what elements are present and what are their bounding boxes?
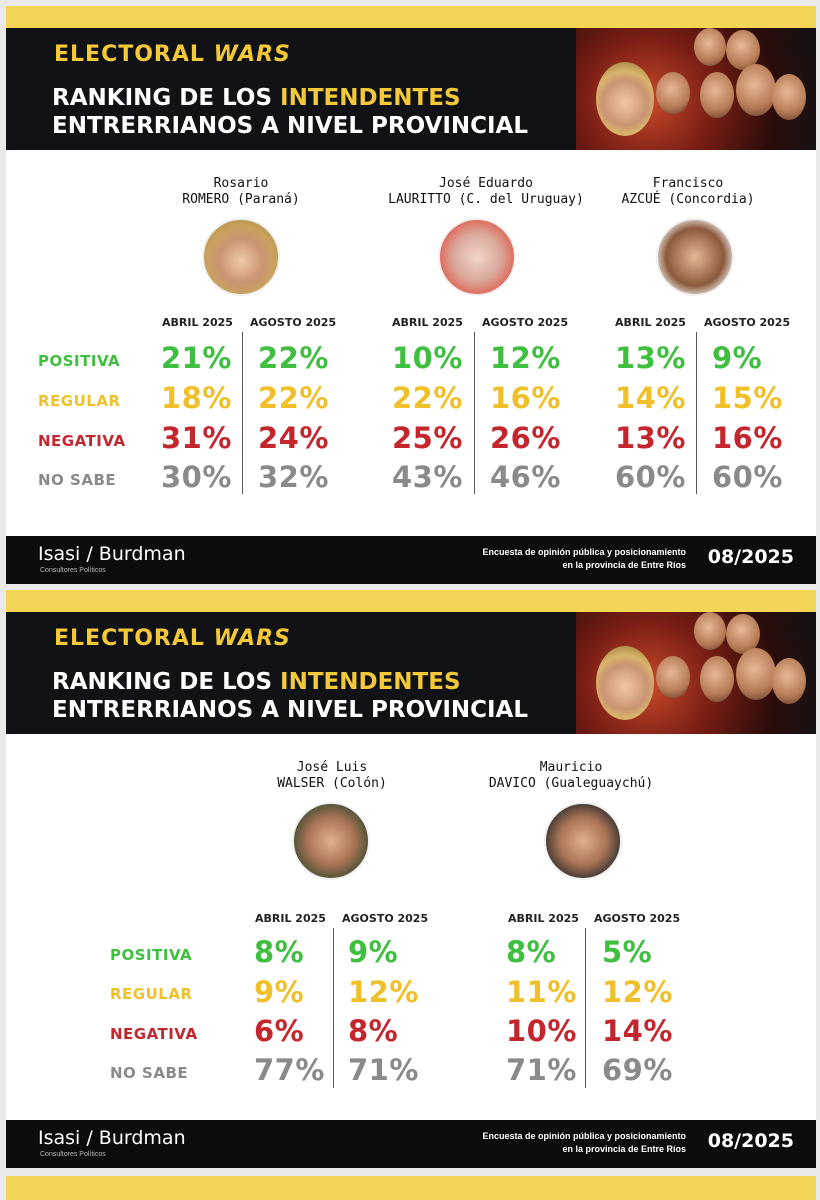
header-collage-image — [576, 612, 816, 734]
row-label-regular: REGULAR — [38, 392, 121, 410]
value-no-sabe-abril: 71% — [506, 1053, 577, 1087]
row-label-positiva: POSITIVA — [110, 946, 193, 964]
row-label-negativa: NEGATIVA — [38, 432, 126, 450]
value-no-sabe-agosto: 46% — [490, 460, 561, 494]
row-label-no-sabe: NO SABE — [38, 471, 117, 489]
header-title: ELECTORAL WARS — [54, 626, 291, 651]
candidate-name-walser: José Luis WALSER (Colón) — [277, 760, 387, 791]
column-divider — [696, 332, 697, 494]
header-subtitle: RANKING DE LOS INTENDENTES ENTRERRIANOS A NIVEL PROVINCIAL — [52, 669, 529, 723]
candidate-name-davico: Mauricio DAVICO (Gualeguaychú) — [488, 760, 654, 791]
value-positiva-agosto: 22% — [258, 341, 329, 375]
column-header-agosto: AGOSTO 2025 — [704, 316, 791, 329]
header-subtitle: RANKING DE LOS INTENDENTES ENTRERRIANOS A NIVEL PROVINCIAL — [52, 85, 529, 139]
next-card-strip — [6, 1176, 816, 1200]
value-positiva-agosto: 12% — [490, 341, 561, 375]
footer-description: Encuesta de opinión pública y posicionamiento en la provincia de Entre Ríos — [482, 1131, 686, 1154]
value-regular-agosto: 15% — [712, 381, 783, 415]
avatar-romero — [202, 218, 280, 296]
avatar-davico — [544, 802, 622, 880]
value-no-sabe-abril: 43% — [392, 460, 463, 494]
column-header-abril: ABRIL 2025 — [255, 912, 326, 925]
value-no-sabe-abril: 30% — [161, 460, 232, 494]
value-regular-abril: 22% — [392, 381, 463, 415]
header-banner — [6, 28, 816, 150]
column-header-abril: ABRIL 2025 — [615, 316, 686, 329]
value-regular-agosto: 12% — [602, 975, 673, 1009]
value-regular-agosto: 22% — [258, 381, 329, 415]
row-label-negativa: NEGATIVA — [110, 1025, 198, 1043]
top-yellow-strip — [6, 6, 816, 28]
value-regular-abril: 11% — [506, 975, 577, 1009]
value-negativa-abril: 6% — [254, 1014, 305, 1048]
value-no-sabe-abril: 60% — [615, 460, 686, 494]
value-positiva-abril: 13% — [615, 341, 686, 375]
value-negativa-agosto: 14% — [602, 1014, 673, 1048]
survey-card-2 — [6, 590, 816, 1168]
top-yellow-strip — [6, 590, 816, 612]
value-regular-agosto: 12% — [348, 975, 419, 1009]
footer-date: 08/2025 — [707, 546, 794, 568]
brand-logo: Isasi / Burdman — [38, 543, 186, 565]
value-negativa-agosto: 8% — [348, 1014, 399, 1048]
footer-date: 08/2025 — [707, 1130, 794, 1152]
value-positiva-abril: 8% — [506, 935, 557, 969]
value-regular-abril: 14% — [615, 381, 686, 415]
column-header-agosto: AGOSTO 2025 — [250, 316, 337, 329]
value-no-sabe-abril: 77% — [254, 1053, 325, 1087]
value-no-sabe-agosto: 69% — [602, 1053, 673, 1087]
column-divider — [474, 332, 475, 494]
value-no-sabe-agosto: 71% — [348, 1053, 419, 1087]
value-positiva-agosto: 5% — [602, 935, 653, 969]
value-positiva-agosto: 9% — [712, 341, 763, 375]
value-positiva-abril: 8% — [254, 935, 305, 969]
avatar-azcue — [656, 218, 734, 296]
value-positiva-agosto: 9% — [348, 935, 399, 969]
column-header-agosto: AGOSTO 2025 — [482, 316, 569, 329]
row-label-positiva: POSITIVA — [38, 352, 121, 370]
header-collage-image — [576, 28, 816, 150]
value-regular-abril: 9% — [254, 975, 305, 1009]
value-negativa-abril: 25% — [392, 421, 463, 455]
value-negativa-agosto: 24% — [258, 421, 329, 455]
column-header-abril: ABRIL 2025 — [508, 912, 579, 925]
value-no-sabe-agosto: 60% — [712, 460, 783, 494]
column-header-agosto: AGOSTO 2025 — [594, 912, 681, 925]
survey-card-1 — [6, 6, 816, 584]
column-header-abril: ABRIL 2025 — [162, 316, 233, 329]
value-negativa-abril: 10% — [506, 1014, 577, 1048]
avatar-walser — [292, 802, 370, 880]
footer-bar — [6, 536, 816, 584]
value-no-sabe-agosto: 32% — [258, 460, 329, 494]
value-positiva-abril: 10% — [392, 341, 463, 375]
value-regular-abril: 18% — [161, 381, 232, 415]
value-regular-agosto: 16% — [490, 381, 561, 415]
header-title: ELECTORAL WARS — [54, 42, 291, 67]
header-banner — [6, 612, 816, 734]
candidate-name-romero: Rosario ROMERO (Paraná) — [182, 176, 300, 207]
brand-subtitle: Consultores Políticos — [40, 567, 106, 574]
column-divider — [585, 928, 586, 1088]
candidate-name-azcue: Francisco AZCUÉ (Concordia) — [621, 176, 755, 207]
footer-description: Encuesta de opinión pública y posicionamiento en la provincia de Entre Ríos — [482, 547, 686, 570]
brand-logo: Isasi / Burdman — [38, 1127, 186, 1149]
brand-subtitle: Consultores Políticos — [40, 1151, 106, 1158]
column-header-abril: ABRIL 2025 — [392, 316, 463, 329]
avatar-lauritto — [438, 218, 516, 296]
candidate-name-lauritto: José Eduardo LAURITTO (C. del Uruguay) — [388, 176, 584, 207]
row-label-regular: REGULAR — [110, 985, 193, 1003]
value-negativa-abril: 13% — [615, 421, 686, 455]
value-positiva-abril: 21% — [161, 341, 232, 375]
column-header-agosto: AGOSTO 2025 — [342, 912, 429, 925]
value-negativa-abril: 31% — [161, 421, 232, 455]
value-negativa-agosto: 16% — [712, 421, 783, 455]
column-divider — [242, 332, 243, 494]
value-negativa-agosto: 26% — [490, 421, 561, 455]
column-divider — [333, 928, 334, 1088]
row-label-no-sabe: NO SABE — [110, 1064, 189, 1082]
footer-bar — [6, 1120, 816, 1168]
